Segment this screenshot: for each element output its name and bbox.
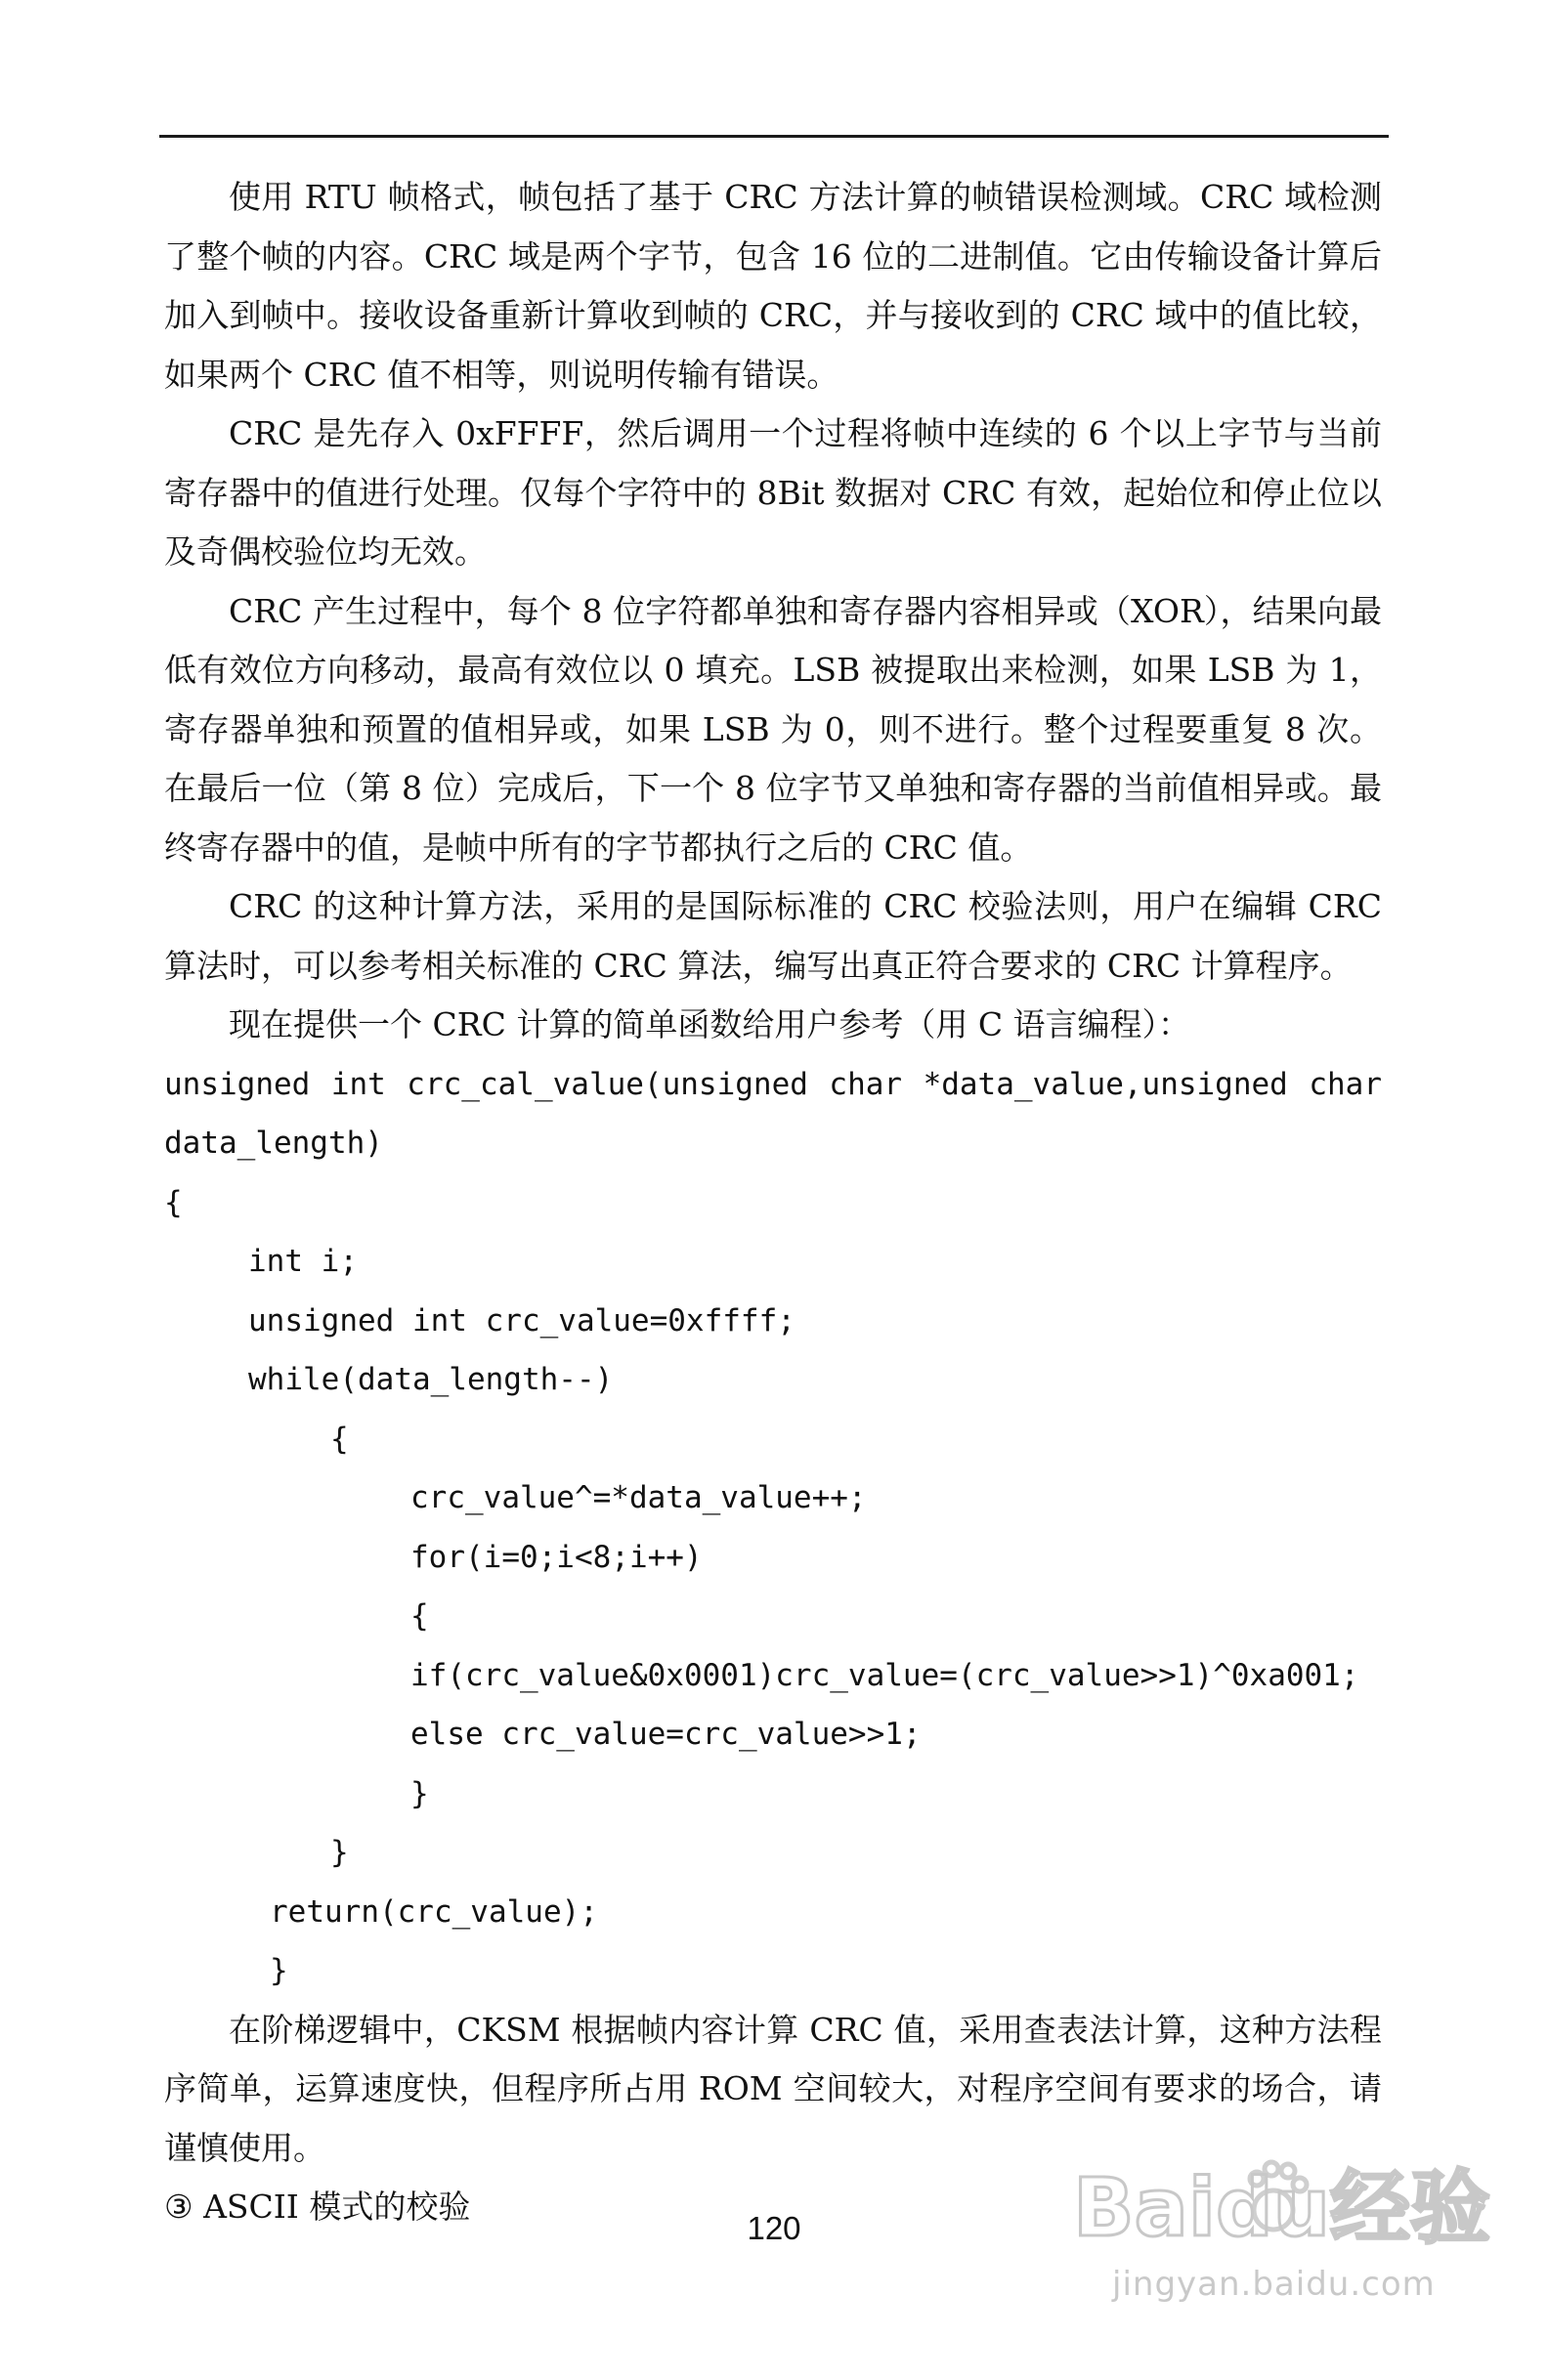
- code-while-close: }: [330, 1835, 349, 1870]
- paragraph-crc-process: CRC 产生过程中，每个 8 位字符都单独和寄存器内容相异或（XOR），结果向最低有效位方向移动，最高有效位以 0 填充。LSB 被提取出来检测，如果 LSB 为 1，寄存器单独和预置的值相异或，如果 LSB 为 0，则不进行。整个过程要重复 8 次。在最后一位（第 8 位）完成后，下一个 8 位字节又单独和寄存器的当前值相异或。最终寄存器中的值，是帧中所有的字节都执行之后的 CRC 值。: [164, 591, 1382, 867]
- baidu-watermark-url: jingyan.baidu.com: [1112, 2265, 1436, 2304]
- section-heading-ascii: ③ ASCII 模式的校验: [164, 2188, 471, 2226]
- code-close-brace: }: [270, 1953, 288, 1988]
- code-decl-i: int i;: [248, 1244, 358, 1279]
- code-return-line: return(crc_value);: [270, 1893, 598, 1930]
- code-signature-line1: unsigned int crc_cal_value(unsigned char *data_value,unsigned char: [164, 1066, 1382, 1102]
- code-block: [164, 1055, 1382, 2001]
- code-for-line: for(i=0;i<8;i++): [410, 1539, 703, 1575]
- code-while-line: while(data_length--): [248, 1362, 614, 1397]
- code-for-close: }: [410, 1775, 429, 1811]
- paragraph-ladder-logic: 在阶梯逻辑中，CKSM 根据帧内容计算 CRC 值，采用查表法计算，这种方法程序简单，运算速度快，但程序所占用 ROM 空间较大，对程序空间有要求的场合，请谨慎使用。: [164, 2010, 1382, 2167]
- code-else-line: else crc_value=crc_value>>1;: [410, 1717, 922, 1752]
- code-for-open: {: [410, 1598, 429, 1634]
- page-body: [164, 168, 1382, 2237]
- code-while-open: {: [330, 1421, 349, 1457]
- page-number: 120: [747, 2210, 801, 2246]
- paragraph-code-intro: 现在提供一个 CRC 计算的简单函数给用户参考（用 C 语言编程）：: [229, 1005, 1191, 1043]
- code-signature-line2: data_length): [164, 1126, 383, 1161]
- paragraph-crc-standard: CRC 的这种计算方法，采用的是国际标准的 CRC 校验法则，用户在编辑 CRC 算法时，可以参考相关标准的 CRC 算法，编写出真正符合要求的 CRC 计算程序。: [164, 887, 1382, 985]
- code-if-line: if(crc_value&0x0001)crc_value=(crc_value>>1)^0xa001;: [410, 1657, 1359, 1693]
- header-rule: [159, 135, 1389, 138]
- code-xor-line: crc_value^=*data_value++;: [410, 1480, 867, 1515]
- baidu-logo-text: Baidu经验: [1073, 2162, 1491, 2255]
- code-open-brace: {: [164, 1184, 183, 1220]
- paragraph-rtu-crc: 使用 RTU 帧格式，帧包括了基于 CRC 方法计算的帧错误检测域。CRC 域检测了整个帧的内容。CRC 域是两个字节，包含 16 位的二进制值。它由传输设备计算后加入到帧中。接收设备重新计算收到帧的 CRC，并与接收到的 CRC 域中的值比较，如果两个 CRC 值不相等，则说明传输有错误。: [164, 178, 1382, 394]
- paragraph-crc-init: CRC 是先存入 0xFFFF，然后调用一个过程将帧中连续的 6 个以上字节与当前寄存器中的值进行处理。仅每个字符中的 8Bit 数据对 CRC 有效，起始位和停止位以及奇偶校验位均无效。: [164, 414, 1382, 571]
- code-decl-crc: unsigned int crc_value=0xffff;: [248, 1302, 796, 1339]
